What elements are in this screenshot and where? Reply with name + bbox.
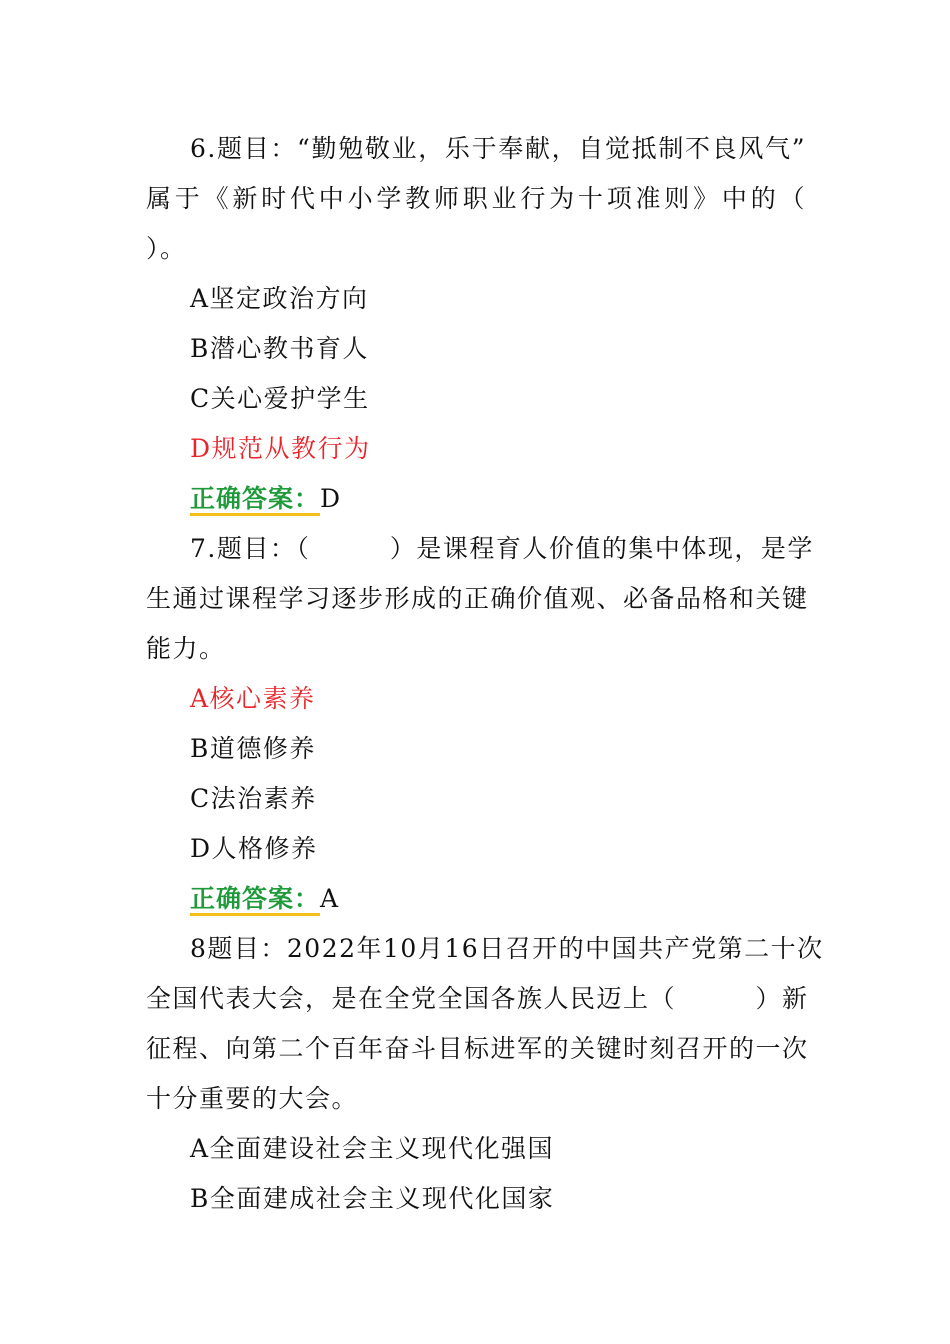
q8-stem-line-2: 全国代表大会，是在全党全国各族人民迈上（ ）新 xyxy=(146,984,809,1013)
q7-stem-line-2: 生通过课程学习逐步形成的正确价值观、必备品格和关键 xyxy=(146,584,809,613)
q8-stem-line-1: 8题目：2022年10月16日召开的中国共产党第二十次 xyxy=(190,934,824,963)
q6-option-d: D规范从教行为 xyxy=(190,434,371,463)
answer-value: A xyxy=(320,884,340,913)
q6-option-a: A坚定政治方向 xyxy=(190,284,369,313)
q8-option-a: A全面建设社会主义现代化强国 xyxy=(190,1134,555,1163)
q6-stem-line-2: 属于《新时代中小学教师职业行为十项准则》中的（ xyxy=(146,184,806,213)
q7-stem-line-1: 7.题目：（ ）是课程育人价值的集中体现，是学 xyxy=(190,534,814,563)
q8-stem-line-4: 十分重要的大会。 xyxy=(146,1084,359,1113)
answer-label: 正确答案： xyxy=(190,484,320,516)
q6-option-b: B潜心教书育人 xyxy=(190,334,369,363)
q7-option-d: D人格修养 xyxy=(190,834,318,863)
q6-option-c: C关心爱护学生 xyxy=(190,384,370,413)
q7-option-b: B道德修养 xyxy=(190,734,316,763)
q6-answer xyxy=(190,482,342,516)
answer-label: 正确答案： xyxy=(190,884,320,916)
q7-option-c: C法治素养 xyxy=(190,784,317,813)
q7-option-a: A核心素养 xyxy=(190,684,316,713)
q8-option-b: B全面建成社会主义现代化国家 xyxy=(190,1184,555,1213)
q6-stem-line-3: ）。 xyxy=(146,234,187,263)
answer-value: D xyxy=(320,484,342,513)
q7-answer xyxy=(190,882,340,916)
q7-stem-line-3: 能力。 xyxy=(146,634,226,663)
q8-stem-line-3: 征程、向第二个百年奋斗目标进军的关键时刻召开的一次 xyxy=(146,1034,809,1063)
q6-stem-line-1: 6.题目：“勤勉敬业，乐于奉献，自觉抵制不良风气” xyxy=(190,134,806,163)
